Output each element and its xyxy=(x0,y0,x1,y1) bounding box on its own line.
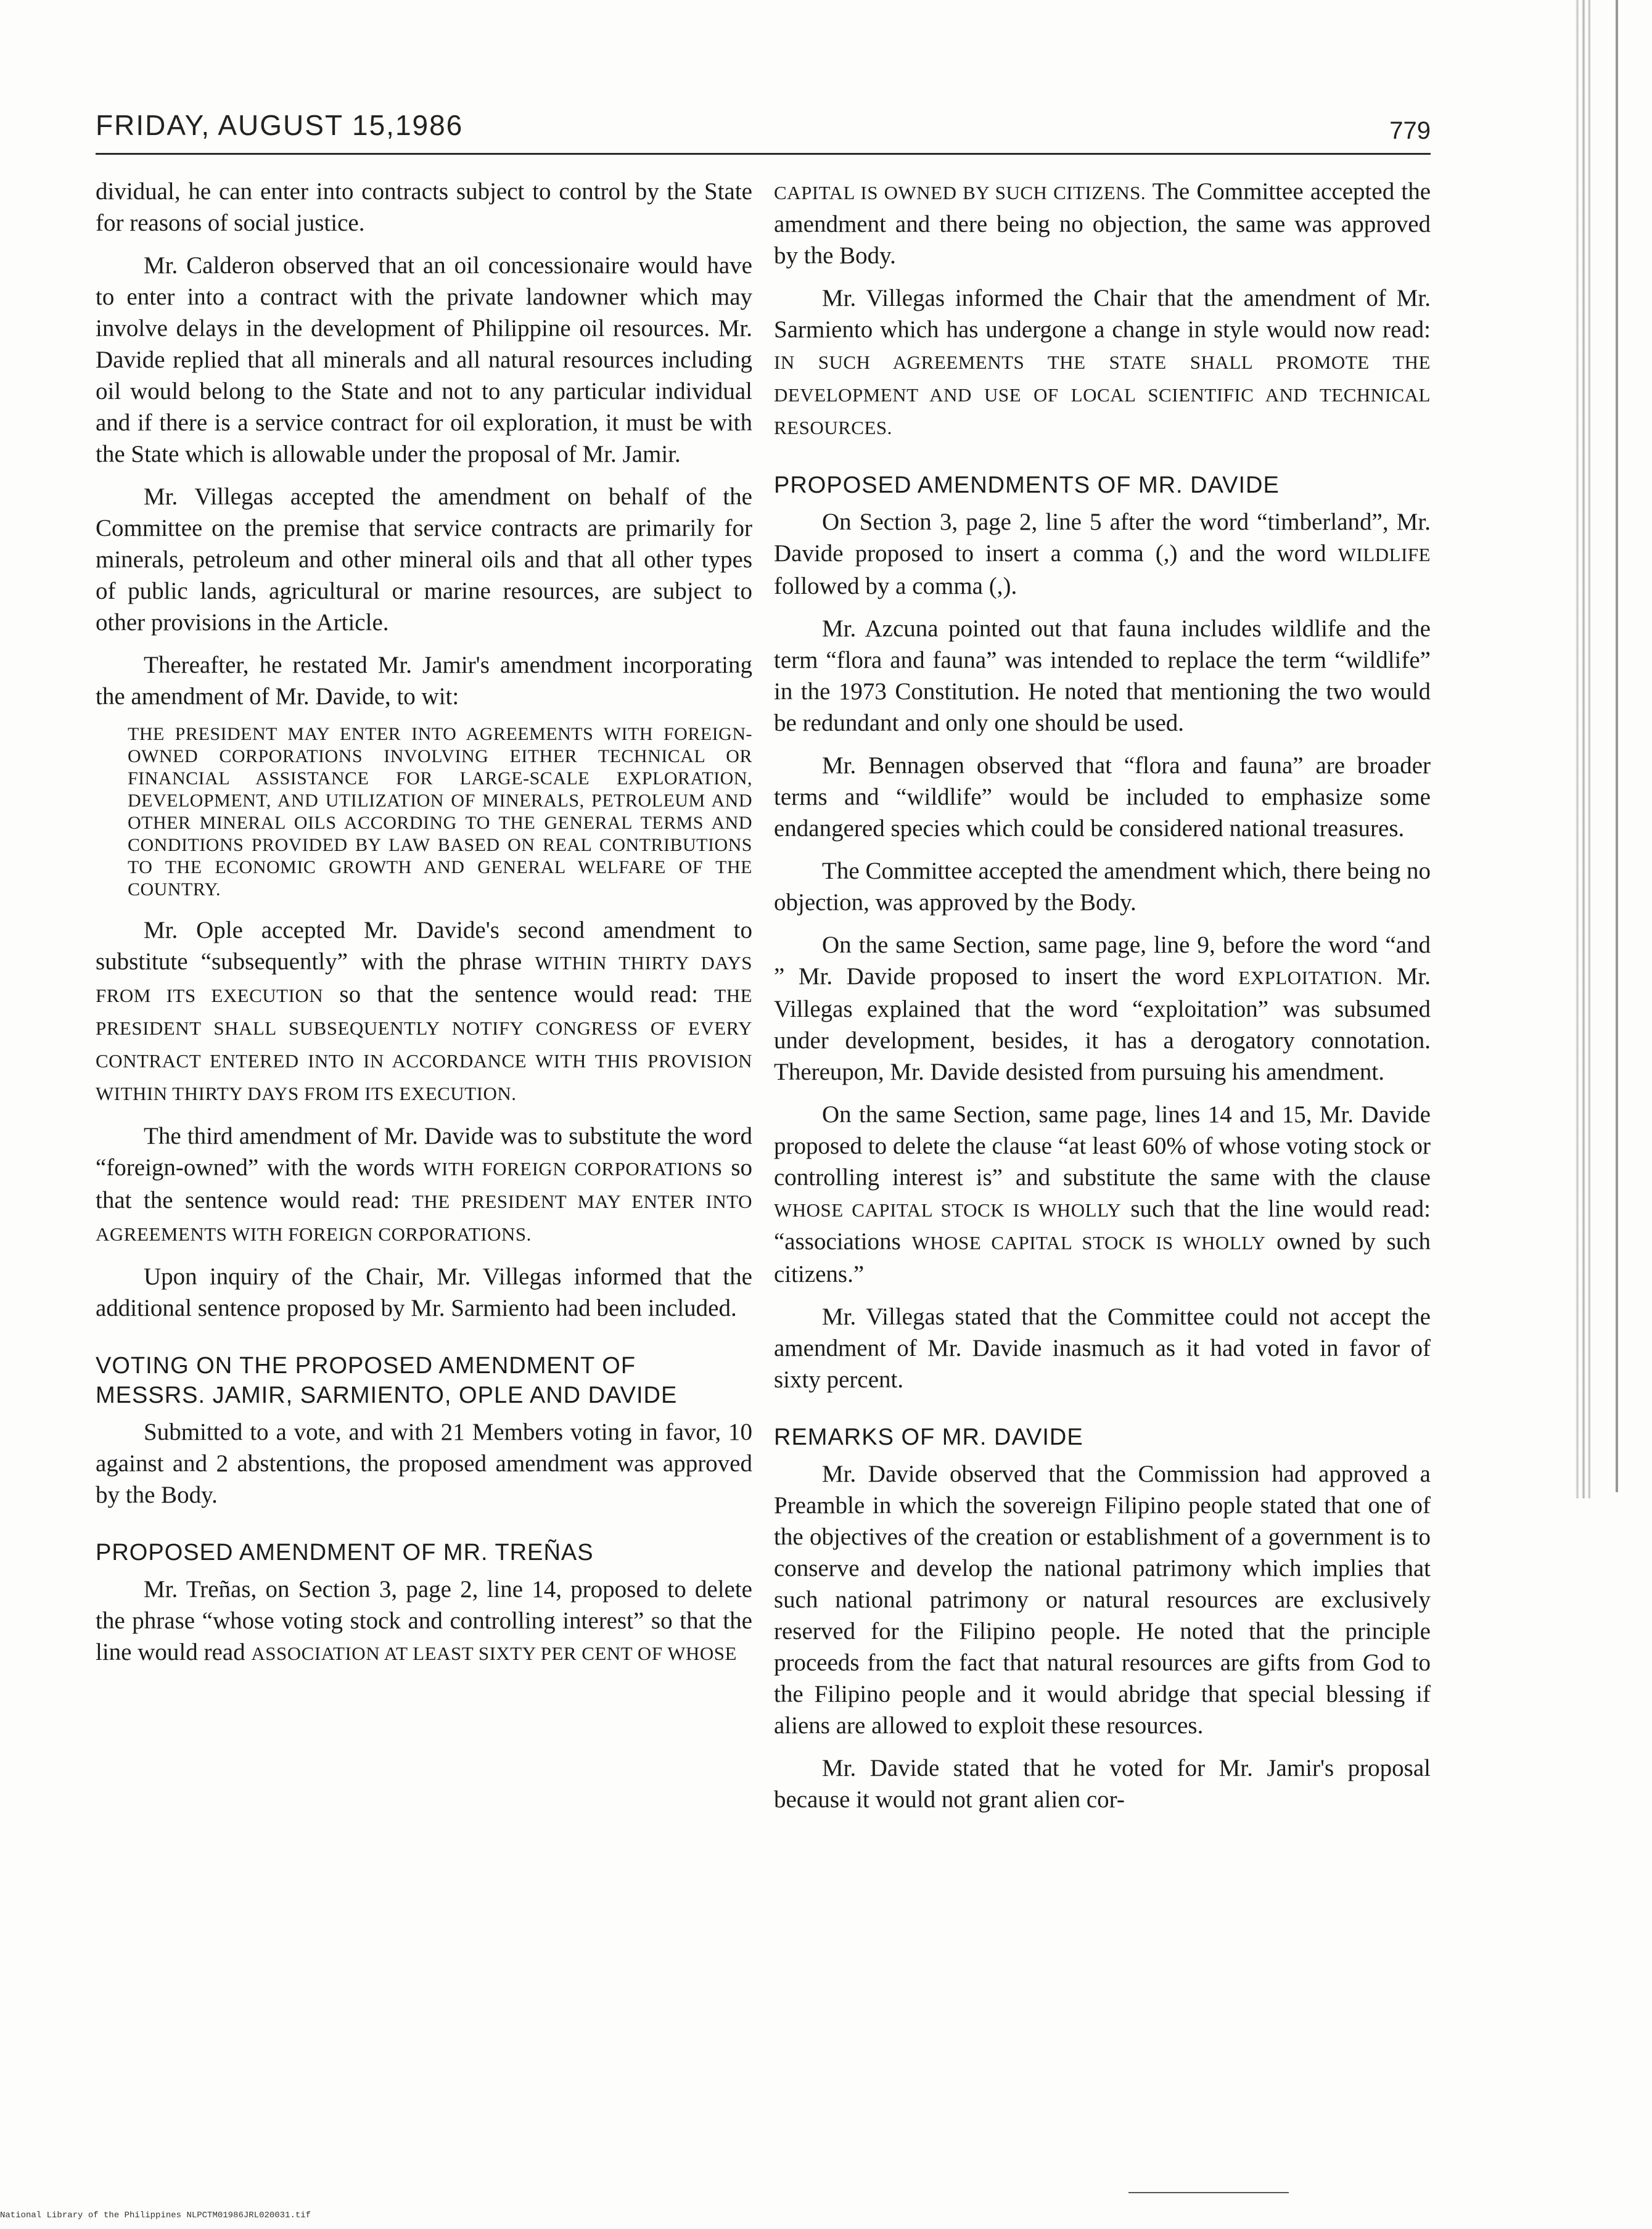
paragraph-text: Mr. Villegas informed the Chair that the amendment of Mr. Sarmiento which has undergone a change in style would now read: xyxy=(774,285,1431,343)
amendment-phrase: WITH FOREIGN CORPORATIONS xyxy=(423,1158,723,1180)
paragraph xyxy=(774,1099,1431,1290)
paragraph xyxy=(774,929,1431,1088)
paragraph-text: owned by such citizens.” xyxy=(774,1228,1431,1287)
paragraph-text: The third amendment of Mr. Davide was to substitute the word “foreign-owned” with the words xyxy=(96,1123,752,1181)
paragraph: Upon inquiry of the Chair, Mr. Villegas informed that the additional sentence proposed by Mr. Sarmiento had been included. xyxy=(96,1263,752,1321)
paragraph-text: Mr. Villegas explained that the word “exploitation” was subsumed under development, besides, it has a derogatory connotation. Thereupon, Mr. Davide desisted from pursuing his amendment. xyxy=(774,963,1431,1085)
paragraph: Mr. Villegas accepted the amendment on behalf of the Committee on the premise that service contracts are primarily for minerals, petroleum and other mineral oils and that all other types of public lands, agricultural or marine resources, are subject to other provisions in the Article. xyxy=(96,483,752,636)
scan-edge-artifact xyxy=(1576,0,1592,1498)
paragraph: dividual, he can enter into contracts subject to control by the State for reasons of social justice. xyxy=(96,178,752,236)
amendment-phrase: WILDLIFE xyxy=(1338,544,1431,565)
paragraph: Submitted to a vote, and with 21 Members voting in favor, 10 against and 2 abstentions, the proposed amendment was approved by the Body. xyxy=(96,1419,752,1508)
header-date: FRIDAY, AUGUST 15,1986 xyxy=(96,109,464,141)
paragraph-text: The Committee accepted the amendment and there being no objection, the same was approved by the Body. xyxy=(774,178,1431,269)
paragraph: Mr. Calderon observed that an oil concessionaire would have to enter into a contract with the private landowner which may involve delays in the development of Philippine oil resources. Mr. Davide replied that all minerals and all natural resources including oil would belong to the State and not to any particular individual and if there is a service contract for oil exploration, it must be with the State which is allowable under the proposal of Mr. Jamir. xyxy=(96,252,752,467)
paragraph xyxy=(774,282,1431,443)
paragraph-text: such that the line would read: “associations xyxy=(774,1196,1431,1255)
amendment-phrase: CAPITAL IS OWNED BY SUCH CITIZENS. xyxy=(774,182,1146,203)
paragraph: Mr. Davide observed that the Commission had approved a Preamble in which the sovereign Filipino people stated that one of the objectives of the creation or establishment of a government is to conserve and develop the national patrimony which implies that such national patrimony or natural resources are exclusively reserved for the Filipino people. He noted that the principle proceeds from the fact that natural resources are gifts from God to the Filipino people and it would abridge that special blessing if aliens are allowed to exploit these resources. xyxy=(774,1461,1431,1739)
amendment-phrase: THE PRESIDENT SHALL SUBSEQUENTLY NOTIFY CONGRESS OF EVERY CONTRACT ENTERED INTO IN ACCORDANCE WITH THIS PROVISION WITHIN THIRTY DAYS FROM ITS EXECUTION. xyxy=(96,985,753,1104)
section-heading: PROPOSED AMENDMENT OF MR. TREÑAS xyxy=(96,1540,594,1566)
source-footnote: National Library of the Philippines NLPCTM01986JRL020031.tif xyxy=(0,2211,311,2220)
paragraph: The Committee accepted the amendment which, there being no objection, was approved by the Body. xyxy=(774,858,1431,916)
footer-rule xyxy=(1128,2192,1289,2193)
paragraph: Mr. Davide stated that he voted for Mr. Jamir's proposal because it would not grant alien cor- xyxy=(774,1755,1431,1813)
paragraph-text: so that the sentence would read: xyxy=(339,981,699,1008)
paragraph-text: so that the sentence would read: xyxy=(96,1154,753,1213)
amendment-phrase: WITHIN THIRTY DAYS FROM ITS EXECUTION xyxy=(96,952,752,1006)
paragraph xyxy=(774,176,1431,271)
section-heading: VOTING ON THE PROPOSED AMENDMENT OF MESSRS. JAMIR, SARMIENTO, OPLE AND DAVIDE xyxy=(96,1353,678,1408)
paragraph xyxy=(774,506,1431,602)
amendment-phrase: IN SUCH AGREEMENTS THE STATE SHALL PROMOTE THE DEVELOPMENT AND USE OF LOCAL SCIENTIFIC AND TECHNICAL RESOURCES. xyxy=(774,351,1431,438)
paragraph xyxy=(96,1120,752,1250)
paragraph-text: Mr. Ople accepted Mr. Davide's second amendment to substitute “subsequently” with the phrase xyxy=(96,917,752,975)
paragraph: Mr. Azcuna pointed out that fauna includes wildlife and the term “flora and fauna” was intended to replace the term “wildlife” in the 1973 Constitution. He noted that mentioning the two would be redundant and only one should be used. xyxy=(774,615,1431,736)
section-heading: PROPOSED AMENDMENTS OF MR. DAVIDE xyxy=(774,472,1280,498)
paragraph-text: Mr. Treñas, on Section 3, page 2, line 14, proposed to delete the phrase “whose voting stock and controlling interest” so that the line would read xyxy=(96,1576,752,1665)
paragraph xyxy=(96,1574,752,1669)
section-heading: REMARKS OF MR. DAVIDE xyxy=(774,1424,1083,1450)
paragraph-text: On the same Section, same page, line 9, before the word “and ” Mr. Davide proposed to insert the word xyxy=(774,932,1431,990)
amendment-phrase: EXPLOITATION. xyxy=(1238,967,1383,988)
left-column xyxy=(96,176,752,1680)
amendment-phrase: WHOSE CAPITAL STOCK IS WHOLLY xyxy=(774,1199,1122,1221)
amendment-phrase: WHOSE CAPITAL STOCK IS WHOLLY xyxy=(911,1232,1266,1254)
paragraph: Mr. Bennagen observed that “flora and fauna” are broader terms and “wildlife” would be included to emphasize some endangered species which could be considered national treasures. xyxy=(774,752,1431,842)
paragraph-text: On the same Section, same page, lines 14 and 15, Mr. Davide proposed to delete the clause “at least 60% of whose voting stock or controlling interest is” and substitute the same with the clause xyxy=(774,1101,1431,1191)
paragraph: Thereafter, he restated Mr. Jamir's amendment incorporating the amendment of Mr. Davide, to wit: xyxy=(96,652,752,710)
paragraph: Mr. Villegas stated that the Committee could not accept the amendment of Mr. Davide inasmuch as it had voted in favor of sixty percent. xyxy=(774,1303,1431,1393)
right-column xyxy=(774,176,1431,1826)
paragraph xyxy=(96,914,752,1109)
amendment-quote: THE PRESIDENT MAY ENTER INTO AGREEMENTS WITH FOREIGN-OWNED CORPORATIONS INVOLVING EITHER TECHNICAL OR FINANCIAL ASSISTANCE FOR LARGE-SCALE EXPLORATION, DEVELOPMENT, AND UTILIZATION OF MINERALS, PETROLEUM AND OTHER MINERAL OILS ACCORDING TO THE GENERAL TERMS AND CONDITIONS PROVIDED BY LAW BASED ON REAL CONTRIBUTIONS TO THE ECONOMIC GROWTH AND GENERAL WELFARE OF THE COUNTRY. xyxy=(128,724,752,900)
amendment-phrase: THE PRESIDENT MAY ENTER INTO AGREEMENTS WITH FOREIGN CORPORATIONS. xyxy=(96,1191,753,1245)
page-number: 779 xyxy=(1389,117,1431,144)
paragraph-text: On Section 3, page 2, line 5 after the word “timberland”, Mr. Davide proposed to insert a comma (,) and the word xyxy=(774,509,1431,567)
amendment-phrase: ASSOCIATION AT LEAST SIXTY PER CENT OF WHOSE xyxy=(251,1643,737,1664)
scan-edge-line xyxy=(1616,0,1618,1492)
page-header xyxy=(96,104,1431,155)
paragraph-text: followed by a comma (,). xyxy=(774,573,1017,599)
